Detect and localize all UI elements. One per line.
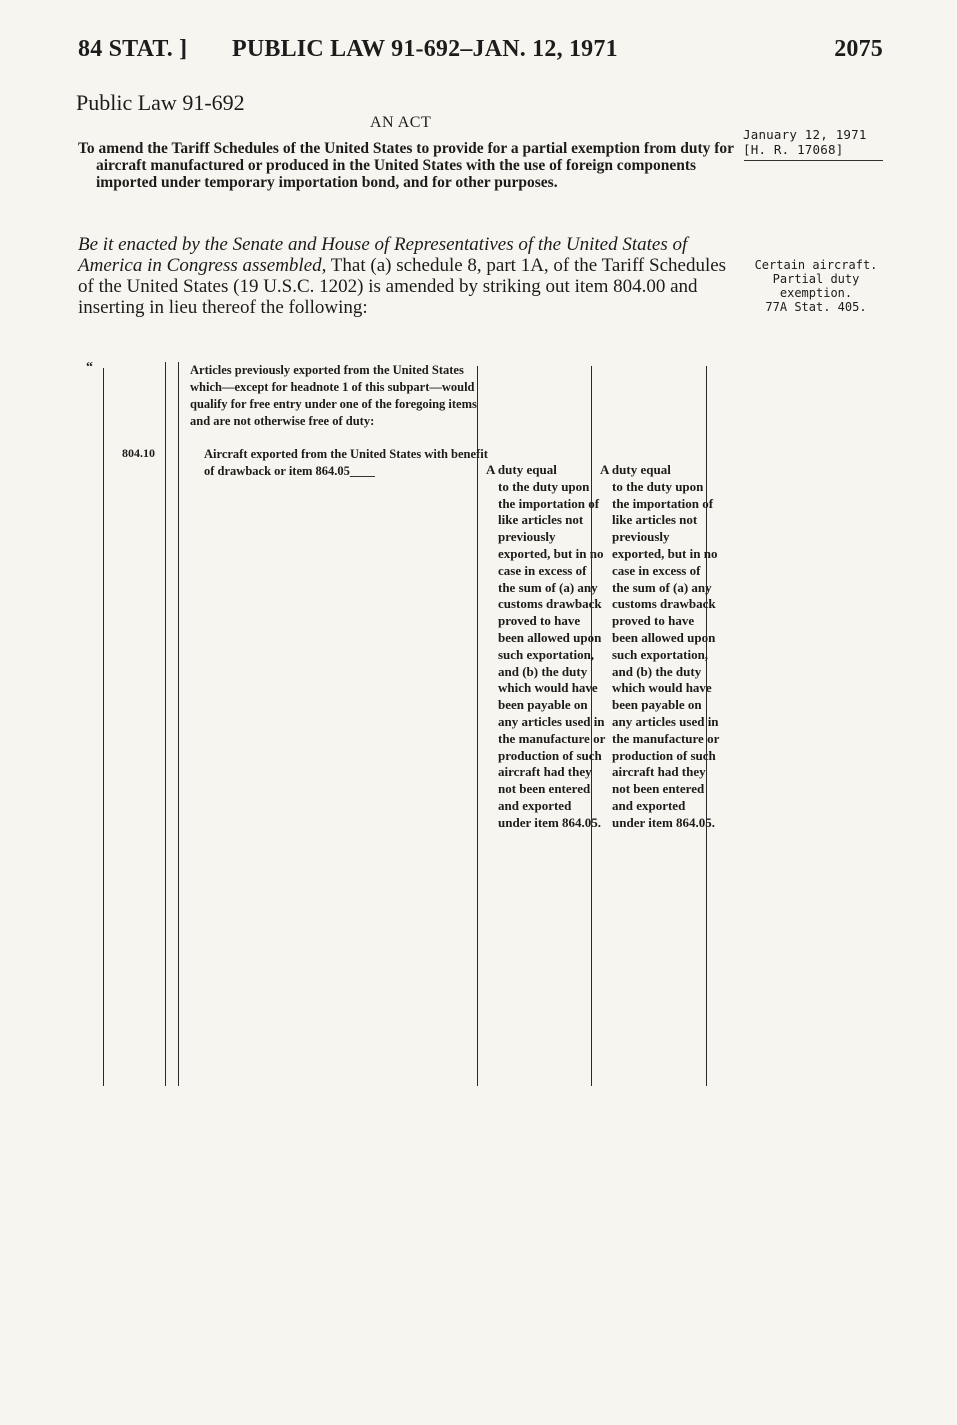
item-description: Aircraft exported from the United States with benefit of drawback or item 864.05____ — [204, 447, 488, 478]
rate-column-1 — [486, 462, 606, 832]
margin-note-title: Certain aircraft. — [754, 258, 878, 272]
act-purpose — [78, 140, 740, 191]
table-rule-2 — [165, 362, 166, 1086]
enacting-clause-text: That (a) schedule 8, part 1A, of the Tariff Schedules of the United States (19 U.S.C. 1202) is amended by striking out item 804.00 and inserting in lieu thereof the following: — [78, 255, 727, 318]
page-title: PUBLIC LAW 91-692–JAN. 12, 1971 — [232, 36, 618, 62]
margin-note — [746, 258, 886, 314]
bill-number: [H. R. 17068] — [743, 142, 844, 157]
enacting-clause-italic: Be it enacted by the Senate and House of Representatives of the United States of America in Congress assembled, — [78, 234, 688, 276]
margin-note-citation: 77A Stat. 405. — [765, 300, 867, 314]
law-designation: Public Law 91-692 — [76, 90, 245, 115]
rate-column-1-rest: to the duty upon the importation of like articles not previously exported, but in no case in excess of the sum of (a) any customs drawback proved to have been allowed upon such exportation, and (b) the duty which would have been payable on any articles used in the manufacture or production of such aircraft had they not been entered and exported under item 864.05. — [498, 478, 606, 830]
table-rule-3 — [178, 362, 179, 1086]
article-heading: Articles previously exported from the United States which—except for headnote 1 of this subpart—would qualify for free entry under one of the foregoing items and are not otherwise free of duty: — [190, 363, 477, 428]
rate-column-2-first: A duty equal — [600, 462, 671, 477]
rate-column-2-rest: to the duty upon the importation of like articles not previously exported, but in no case in excess of the sum of (a) any customs drawback proved to have been allowed upon such exportation, and (b) the duty which would have been payable on any articles used in the manufacture or production of such aircraft had they not been entered and exported under item 864.05. — [612, 478, 720, 830]
rate-column-1-first: A duty equal — [486, 462, 557, 477]
item-number: 804.10 — [122, 446, 155, 460]
purpose-text: To amend the Tariff Schedules of the United States to provide for a partial exemption from duty for aircraft manufactured or produced in the United States with the use of foreign components imported under temporary importation bond, and for other purposes. — [78, 140, 734, 191]
opening-quote: “ — [86, 360, 93, 375]
margin-rule — [744, 160, 883, 161]
stat-reference: 84 STAT. ] — [78, 36, 188, 62]
rate-column-2 — [600, 462, 720, 832]
margin-note-line2: Partial duty — [772, 272, 860, 286]
margin-date-block — [743, 127, 883, 157]
table-rule-1 — [103, 368, 104, 1086]
enacting-clause — [78, 234, 740, 318]
margin-note-line3: exemption. — [779, 286, 853, 300]
page-number: 2075 — [834, 36, 883, 62]
act-label: AN ACT — [370, 114, 432, 131]
enactment-date: January 12, 1971 — [743, 127, 867, 142]
